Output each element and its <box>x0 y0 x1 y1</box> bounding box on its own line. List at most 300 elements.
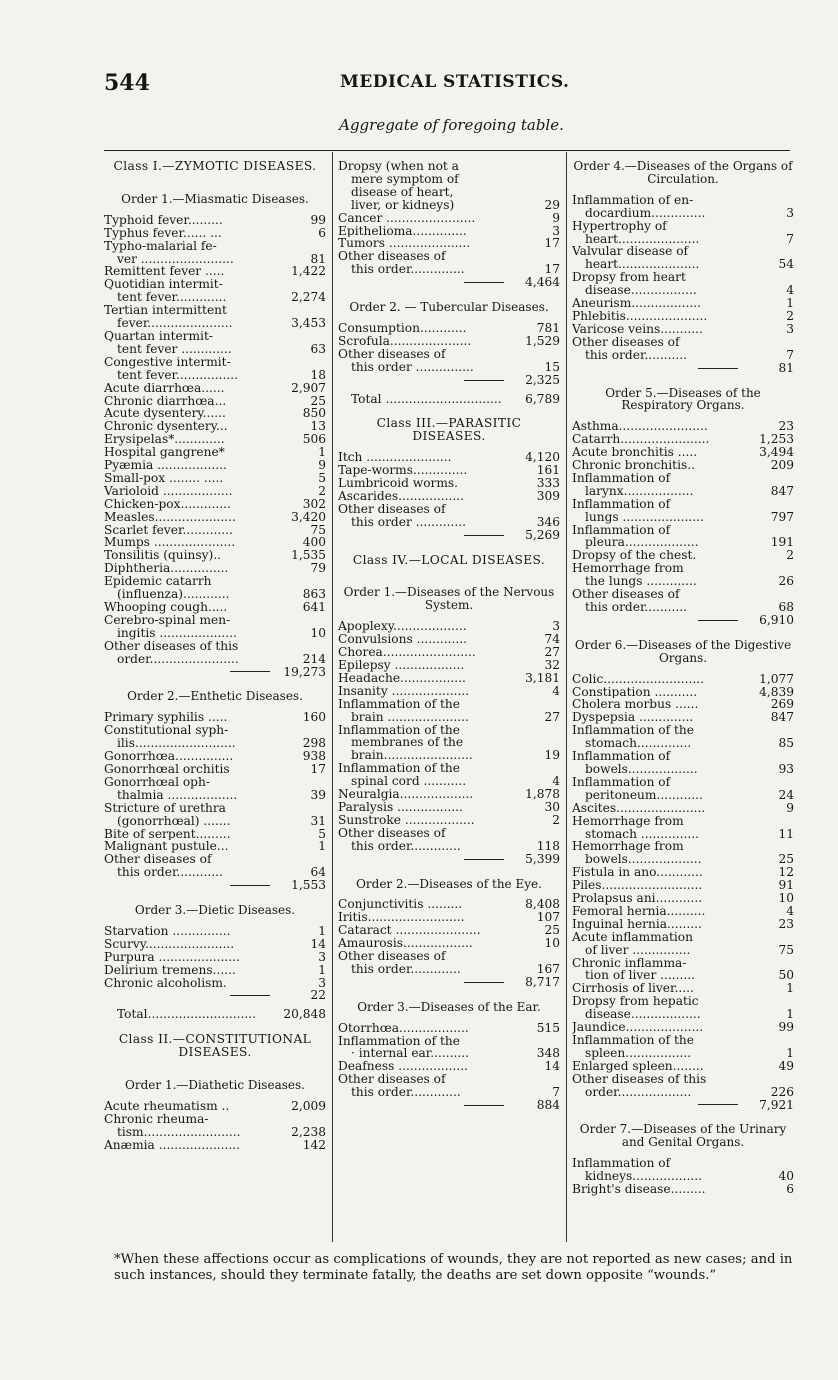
footnote: *When these affections occur as complications of wounds, they are not reported as new cases; and in such instances, should they terminate fatally, the deaths are set down opposite “wounds.” <box>114 1252 793 1283</box>
table-row <box>572 220 794 233</box>
subtotal-row <box>338 976 560 989</box>
disease-label: Inflammation of <box>572 750 671 763</box>
disease-label: pleura................... <box>585 536 699 550</box>
order-heading: Order 2.—Enthetic Diseases. <box>127 689 303 704</box>
disease-label: Phlebitis..................... <box>572 309 708 323</box>
table-row <box>338 898 560 911</box>
case-count: 23 <box>778 916 794 931</box>
disease-label: stomach.............. <box>585 737 692 751</box>
disease-label: Consumption............ <box>338 321 467 335</box>
disease-label: Gonorrhœal orchitis <box>104 762 230 776</box>
case-count: 2 <box>786 308 794 323</box>
case-count: 7 <box>786 347 794 362</box>
table-row <box>104 938 326 951</box>
table-row <box>338 749 560 762</box>
subtotal-rule <box>230 671 270 672</box>
case-count: 3 <box>552 223 560 238</box>
disease-label: Mumps ..................... <box>104 536 236 550</box>
table-row <box>104 317 326 330</box>
case-count: 1 <box>318 923 326 938</box>
order-heading: Order 4.—Diseases of the Organs of Circulation. <box>573 159 793 186</box>
disease-label: ingitis .................... <box>117 626 237 640</box>
case-count: 4 <box>786 283 794 298</box>
table-row <box>338 672 560 685</box>
table-row <box>104 1113 326 1126</box>
table-row <box>572 711 794 724</box>
disease-label: this order............ <box>117 866 223 880</box>
table-row <box>338 937 560 950</box>
disease-label: lungs ..................... <box>585 510 704 524</box>
table-row <box>104 601 326 614</box>
table-row <box>572 982 794 995</box>
spacer <box>572 375 794 387</box>
table-row <box>572 1170 794 1183</box>
table-column-1 <box>104 160 326 1152</box>
case-count: 142 <box>302 1137 326 1152</box>
table-row <box>572 498 794 511</box>
case-count: 2 <box>786 548 794 563</box>
order-heading: Order 2. — Tubercular Diseases. <box>349 300 549 315</box>
disease-label: Scurvy....................... <box>104 937 235 951</box>
case-count: 25 <box>310 393 326 408</box>
disease-label: Dropsy from hepatic <box>572 995 699 1009</box>
table-row <box>572 1034 794 1047</box>
table-row <box>572 1086 794 1099</box>
disease-label: stomach ............... <box>585 827 699 841</box>
disease-label: Scarlet fever............. <box>104 523 233 537</box>
disease-label: Inflammation of the <box>338 697 460 711</box>
disease-label: Chronic dysentery... <box>104 420 228 434</box>
disease-label: spinal cord ........... <box>351 775 467 789</box>
disease-label: Tumors ..................... <box>338 237 471 251</box>
table-row <box>572 840 794 853</box>
disease-label: Cirrhosis of liver..... <box>572 982 694 996</box>
disease-label: peritoneum............ <box>585 788 703 802</box>
subtotal-rule <box>464 859 504 860</box>
case-count: 40 <box>778 1169 794 1184</box>
case-count: 309 <box>536 488 560 503</box>
case-count: 10 <box>544 936 560 951</box>
case-count: 1,878 <box>525 787 560 802</box>
case-count: 6 <box>318 225 326 240</box>
disease-label: Starvation ............... <box>104 924 231 938</box>
disease-label: Femoral hernia.......... <box>572 904 706 918</box>
table-row <box>104 407 326 420</box>
table-row <box>104 382 326 395</box>
spacer <box>338 989 560 1001</box>
subtotal-value: 4,464 <box>525 275 560 290</box>
subtotal-row <box>338 276 560 289</box>
disease-label: Quotidian intermit- <box>104 278 223 292</box>
disease-label: Whooping cough..... <box>104 601 228 614</box>
table-row <box>572 549 794 562</box>
case-count: 11 <box>778 826 794 841</box>
table-row <box>572 1008 794 1021</box>
case-count: 3,494 <box>759 445 794 460</box>
disease-label: Delirium tremens...... <box>104 963 236 977</box>
case-count: 3 <box>786 205 794 220</box>
disease-label: Total .............................. <box>351 392 502 406</box>
table-row <box>338 451 560 464</box>
disease-label: Neuralgia................... <box>338 788 474 801</box>
disease-label: Chorea........................ <box>338 646 476 659</box>
case-count: 515 <box>536 1020 560 1035</box>
disease-label: Headache................. <box>338 671 466 685</box>
disease-label: Inflammation of <box>572 471 671 485</box>
disease-label: Cholera morbus ...... <box>572 698 699 712</box>
table-row <box>104 369 326 382</box>
case-count: 161 <box>536 463 560 478</box>
table-row <box>338 250 560 263</box>
table-row <box>104 575 326 588</box>
case-count: 4 <box>552 774 560 789</box>
case-count: 1 <box>786 981 794 996</box>
case-count: 160 <box>302 710 326 725</box>
table-row <box>572 258 794 271</box>
disease-label: Apoplexy................... <box>338 620 467 634</box>
disease-label: kidneys.................. <box>585 1170 703 1184</box>
case-count: 1 <box>318 839 326 854</box>
disease-label: Chronic rheuma- <box>104 1112 209 1126</box>
subtotal-row <box>572 614 794 627</box>
disease-label: Other diseases of this <box>572 1072 707 1086</box>
subtotal-row <box>104 666 326 679</box>
table-row <box>572 815 794 828</box>
disease-label: Typho-malarial fe- <box>104 239 217 253</box>
disease-label: Hemorrhage from <box>572 814 684 828</box>
disease-label: Purpura ..................... <box>104 950 240 964</box>
table-row <box>338 827 560 840</box>
table-row <box>104 627 326 640</box>
case-count: 4,839 <box>759 684 794 699</box>
subtotal-row <box>572 1099 794 1112</box>
table-row <box>338 762 560 775</box>
case-count: 863 <box>302 587 326 602</box>
subtotal-rule <box>698 620 738 621</box>
case-count: 506 <box>302 432 326 447</box>
spacer <box>338 866 560 878</box>
order-heading: Order 1.—Diseases of the Nervous System. <box>343 585 555 613</box>
disease-label: Acute rheumatism .. <box>104 1100 230 1113</box>
subtotal-row <box>572 362 794 375</box>
table-row <box>338 724 560 737</box>
table-row <box>572 776 794 789</box>
table-row <box>104 343 326 356</box>
disease-label: Dropsy from heart <box>572 271 686 285</box>
disease-label: of liver ............... <box>585 943 691 957</box>
disease-label: disease................. <box>585 284 697 298</box>
disease-label: Epilepsy .................. <box>338 659 465 672</box>
disease-label: Quartan intermit- <box>104 329 213 343</box>
case-count: 2,238 <box>291 1124 326 1139</box>
disease-label: Scrofula..................... <box>338 334 472 348</box>
page-number: 544 <box>104 70 150 96</box>
table-row <box>572 284 794 297</box>
table-row <box>572 349 794 362</box>
table-row <box>572 233 794 246</box>
subtotal-value: 22 <box>310 988 326 1003</box>
disease-label: ilis.......................... <box>117 737 236 751</box>
table-row <box>104 789 326 802</box>
page-title: MEDICAL STATISTICS. <box>340 72 570 92</box>
case-count: 850 <box>302 406 326 421</box>
subtotal-rule <box>698 1104 738 1105</box>
subtotal-value: 1,553 <box>291 878 326 893</box>
disease-label: Hemorrhage from <box>572 840 684 854</box>
disease-label: Acute bronchitis ..... <box>572 446 698 460</box>
subtotal-rule <box>698 368 738 369</box>
disease-label: Pyæmia .................. <box>104 459 227 472</box>
order-heading: Order 6.—Diseases of the Digestive Organs. <box>574 637 792 665</box>
table-row <box>572 194 794 207</box>
table-row <box>338 225 560 238</box>
disease-label: · internal ear.......... <box>351 1047 470 1061</box>
subtotal-rule <box>464 380 504 381</box>
disease-label: heart..................... <box>585 232 700 246</box>
subtotal-value: 19,273 <box>283 664 326 679</box>
disease-label: Inflammation of <box>572 523 671 537</box>
table-row <box>572 485 794 498</box>
case-count: 93 <box>778 761 794 776</box>
table-row <box>572 1183 794 1196</box>
disease-label: fever...................... <box>117 317 233 330</box>
case-count: 333 <box>536 476 560 491</box>
disease-label: Inguinal hernia......... <box>572 917 702 931</box>
disease-label: disease.................. <box>585 1008 701 1022</box>
disease-label: Asthma....................... <box>572 420 708 434</box>
case-count: 99 <box>778 1020 794 1035</box>
disease-label: Hemorrhage from <box>572 562 684 576</box>
table-row <box>572 673 794 686</box>
subtotal-value: 5,399 <box>525 851 560 866</box>
disease-label: liver, or kidneys) <box>351 198 455 212</box>
case-count: 6,789 <box>525 391 560 406</box>
disease-label: brain....................... <box>351 749 473 763</box>
case-count: 8,408 <box>525 897 560 912</box>
case-count: 209 <box>770 458 794 473</box>
case-count: 50 <box>778 968 794 983</box>
disease-label: Valvular disease of <box>572 245 689 259</box>
table-row <box>572 905 794 918</box>
disease-label: Chronic alcoholism. <box>104 976 227 990</box>
table-row <box>338 393 560 406</box>
table-row <box>104 485 326 498</box>
disease-label: the lungs ............. <box>585 575 697 589</box>
table-row <box>338 963 560 976</box>
table-row <box>104 711 326 724</box>
disease-label: Itch ...................... <box>338 451 452 465</box>
table-row <box>104 964 326 977</box>
disease-label: Catarrh....................... <box>572 433 710 447</box>
case-count: 4 <box>552 683 560 698</box>
disease-label: Inflammation of <box>572 1157 671 1171</box>
disease-label: Malignant pustule... <box>104 840 229 854</box>
disease-label: tion of liver ......... <box>585 969 696 983</box>
case-count: 191 <box>770 535 794 550</box>
disease-label: Constitutional syph- <box>104 724 229 738</box>
disease-label: docardium.............. <box>585 206 706 220</box>
case-count: 17 <box>544 236 560 251</box>
table-row <box>338 814 560 827</box>
table-row <box>104 1100 326 1113</box>
subtotal-rule <box>464 282 504 283</box>
table-row <box>104 925 326 938</box>
disease-label: Tape-worms.............. <box>338 464 468 478</box>
table-row <box>104 1139 326 1152</box>
table-row <box>338 646 560 659</box>
table-row <box>338 788 560 801</box>
case-count: 29 <box>544 197 560 212</box>
disease-label: Inflammation of <box>572 775 671 789</box>
table-row <box>338 503 560 516</box>
case-count: 4 <box>786 903 794 918</box>
disease-label: (influenza)............ <box>117 588 230 601</box>
case-count: 938 <box>302 749 326 764</box>
disease-label: Anæmia ..................... <box>104 1138 241 1152</box>
case-count: 2,907 <box>291 380 326 395</box>
table-row <box>572 944 794 957</box>
disease-label: Deafness .................. <box>338 1060 468 1074</box>
table-column-2 <box>338 160 560 1112</box>
table-row <box>572 724 794 737</box>
case-count: 17 <box>310 761 326 776</box>
case-count: 14 <box>544 1059 560 1074</box>
disease-label: Ascarides................. <box>338 489 464 503</box>
table-row <box>572 588 794 601</box>
table-row <box>338 1086 560 1099</box>
case-count: 9 <box>318 458 326 473</box>
disease-label: Other diseases of <box>572 588 680 601</box>
table-top-rule <box>104 150 790 151</box>
disease-label: Varicose veins........... <box>572 322 703 336</box>
case-count: 68 <box>778 600 794 614</box>
disease-label: Insanity .................... <box>338 684 470 698</box>
disease-label: this order............. <box>351 839 461 853</box>
disease-label: tism......................... <box>117 1125 241 1139</box>
case-count: 1,253 <box>759 432 794 447</box>
table-row <box>338 322 560 335</box>
disease-label: Primary syphilis ..... <box>104 711 228 725</box>
subtotal-row <box>104 879 326 892</box>
table-row <box>104 498 326 511</box>
table-row <box>572 472 794 485</box>
table-row <box>572 336 794 349</box>
disease-label: Gonorrhœa............... <box>104 750 234 763</box>
disease-label: this order........... <box>585 348 688 362</box>
column-divider <box>332 152 333 1242</box>
disease-label: tent fever ............. <box>117 342 232 356</box>
table-row <box>338 1060 560 1073</box>
table-row <box>572 536 794 549</box>
class-heading: Class I.—ZYMOTIC DISEASES. <box>113 159 317 173</box>
disease-label: Other diseases of <box>104 853 212 867</box>
table-row <box>572 524 794 537</box>
case-count: 400 <box>302 535 326 550</box>
disease-label: Chronic bronchitis.. <box>572 459 695 472</box>
case-count: 214 <box>302 651 326 666</box>
table-row <box>104 853 326 866</box>
table-row <box>104 214 326 227</box>
disease-label: Erysipelas*............. <box>104 433 225 447</box>
disease-label: Other diseases of <box>338 950 446 963</box>
disease-label: Tonsilitis (quinsy).. <box>104 549 222 563</box>
disease-label: Chronic diarrhœa... <box>104 394 227 408</box>
case-count: 5 <box>318 826 326 841</box>
case-count: 9 <box>552 210 560 225</box>
table-row <box>338 685 560 698</box>
case-count: 1 <box>318 445 326 460</box>
case-count: 1 <box>318 962 326 977</box>
case-count: 2,274 <box>291 290 326 305</box>
disease-label: Convulsions ............. <box>338 633 467 647</box>
case-count: 74 <box>544 632 560 647</box>
disease-label: Other diseases of <box>338 1073 446 1087</box>
table-row <box>338 620 560 633</box>
disease-label: heart..................... <box>585 258 700 272</box>
table-row <box>104 291 326 304</box>
table-row <box>572 969 794 982</box>
table-row <box>104 828 326 841</box>
table-row <box>572 446 794 459</box>
disease-label: Dyspepsia .............. <box>572 711 694 725</box>
subtotal-row <box>338 529 560 542</box>
spacer <box>572 627 794 639</box>
case-count: 641 <box>302 600 326 614</box>
disease-label: Remittent fever ..... <box>104 265 225 279</box>
column-divider <box>566 152 567 1242</box>
disease-label: Enlarged spleen........ <box>572 1059 704 1073</box>
disease-label: Hospital gangrene* <box>104 446 225 460</box>
table-row <box>104 724 326 737</box>
subtotal-rule <box>230 995 270 996</box>
disease-label: this order............. <box>351 962 461 976</box>
case-count: 75 <box>310 522 326 537</box>
disease-label: tent fever............. <box>117 291 227 305</box>
order-heading: Order 1.—Diathetic Diseases. <box>125 1078 305 1093</box>
disease-label: Inflammation of en- <box>572 193 694 207</box>
order-heading: Order 3.—Diseases of the Ear. <box>357 999 541 1014</box>
order-heading: Order 1.—Miasmatic Diseases. <box>121 191 309 206</box>
subtotal-value: 2,325 <box>525 372 560 387</box>
subtotal-rule <box>230 885 270 886</box>
table-row <box>572 789 794 802</box>
case-count: 118 <box>536 838 560 853</box>
table-row <box>572 995 794 1008</box>
disease-label: Lumbricoid worms. <box>338 477 459 490</box>
table-row <box>104 549 326 562</box>
case-count: 797 <box>770 509 794 524</box>
table-row <box>338 1047 560 1060</box>
case-count: 6 <box>786 1182 794 1197</box>
case-count: 17 <box>544 262 560 277</box>
case-count: 23 <box>778 419 794 434</box>
class-heading: Class IV.—LOCAL DISEASES. <box>352 552 546 567</box>
case-count: 25 <box>544 923 560 938</box>
case-count: 31 <box>310 813 326 828</box>
disease-label: Inflammation of the <box>338 723 460 737</box>
case-count: 14 <box>310 936 326 951</box>
case-count: 302 <box>302 496 326 511</box>
table-row <box>104 524 326 537</box>
table-subtitle: Aggregate of foregoing table. <box>339 116 564 134</box>
disease-label: Congestive intermit- <box>104 355 231 369</box>
disease-label: Dropsy of the chest. <box>572 549 697 563</box>
disease-label: Chronic inflamma- <box>572 956 687 970</box>
spacer <box>338 542 560 554</box>
disease-label: Other diseases of <box>338 502 446 516</box>
table-row <box>572 1060 794 1073</box>
table-row <box>104 614 326 627</box>
